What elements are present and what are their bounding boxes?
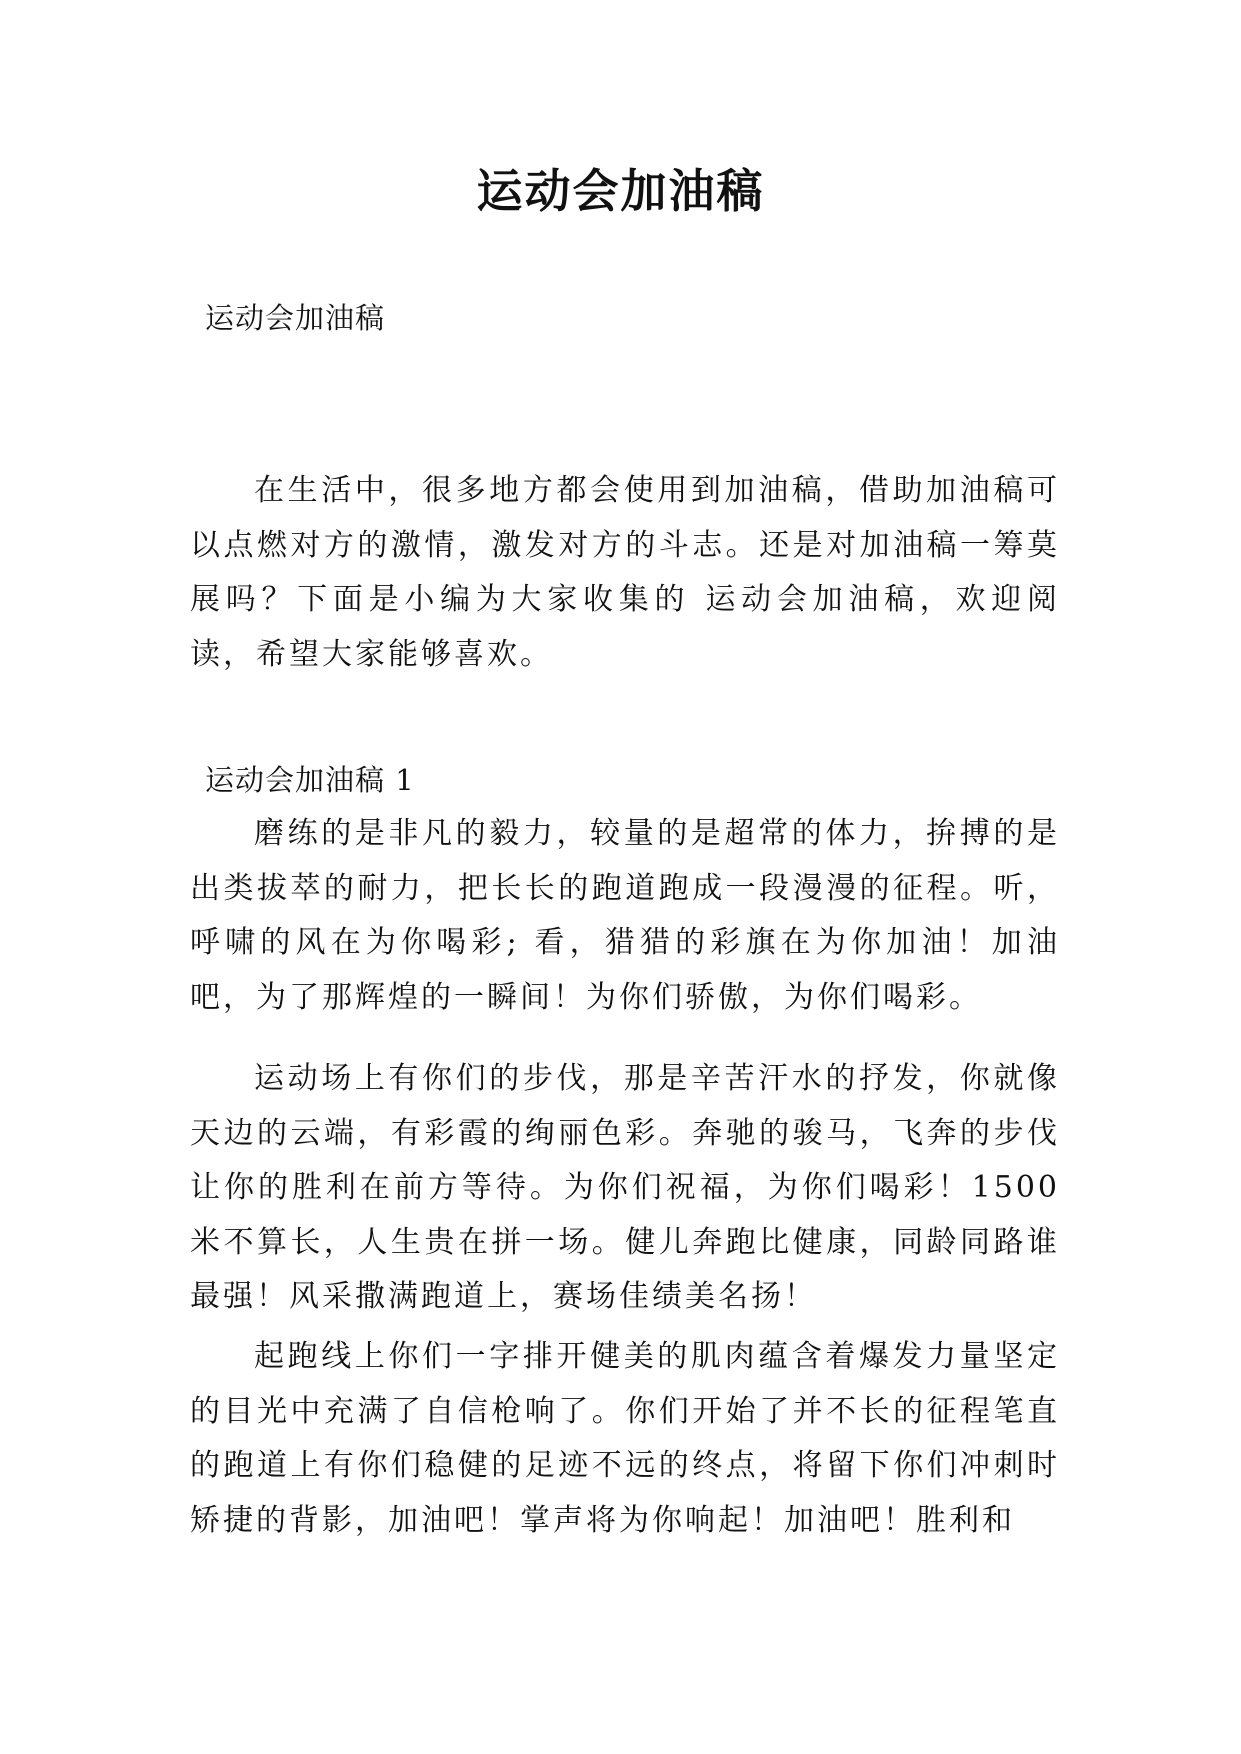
body-paragraph: 起跑线上你们一字排开健美的肌肉蕴含着爆发力量坚定的目光中充满了自信枪响了。你们开始了并不长的征程笔直的跑道上有你们稳健的足迹不远的终点，将留下你们冲刺时矫捷的背影，加油吧！掌声将为你响起！加油吧！胜利和 [190,1339,1060,1538]
document-title: 运动会加油稿 [476,164,765,218]
section-heading: 运动会加油稿 1 [205,763,415,797]
intro-paragraph: 在生活中，很多地方都会使用到加油稿，借助加油稿可以点燃对方的激情，激发对方的斗志。还是对加油稿一筹莫展吗？下面是小编为大家收集的 运动会加油稿，欢迎阅读，希望大家能够喜欢。 [190,473,1060,672]
body-paragraph: 磨练的是非凡的毅力，较量的是超常的体力，拚搏的是出类拔萃的耐力，把长长的跑道跑成一段漫漫的征程。听，呼啸的风在为你喝彩; 看，猎猎的彩旗在为你加油！加油吧，为了那辉煌的一瞬间！为你们骄傲，为你们喝彩。 [190,816,1060,1015]
document-subtitle: 运动会加油稿 [205,301,386,335]
body-paragraph: 运动场上有你们的步伐，那是辛苦汗水的抒发，你就像天边的云端，有彩霞的绚丽色彩。奔驰的骏马，飞奔的步伐让你的胜利在前方等待。为你们祝福，为你们喝彩！1500 米不算长，人生贵在拼一场。健儿奔跑比健康，同龄同路谁最强！风采撒满跑道上，赛场佳绩美名扬！ [190,1061,1060,1314]
